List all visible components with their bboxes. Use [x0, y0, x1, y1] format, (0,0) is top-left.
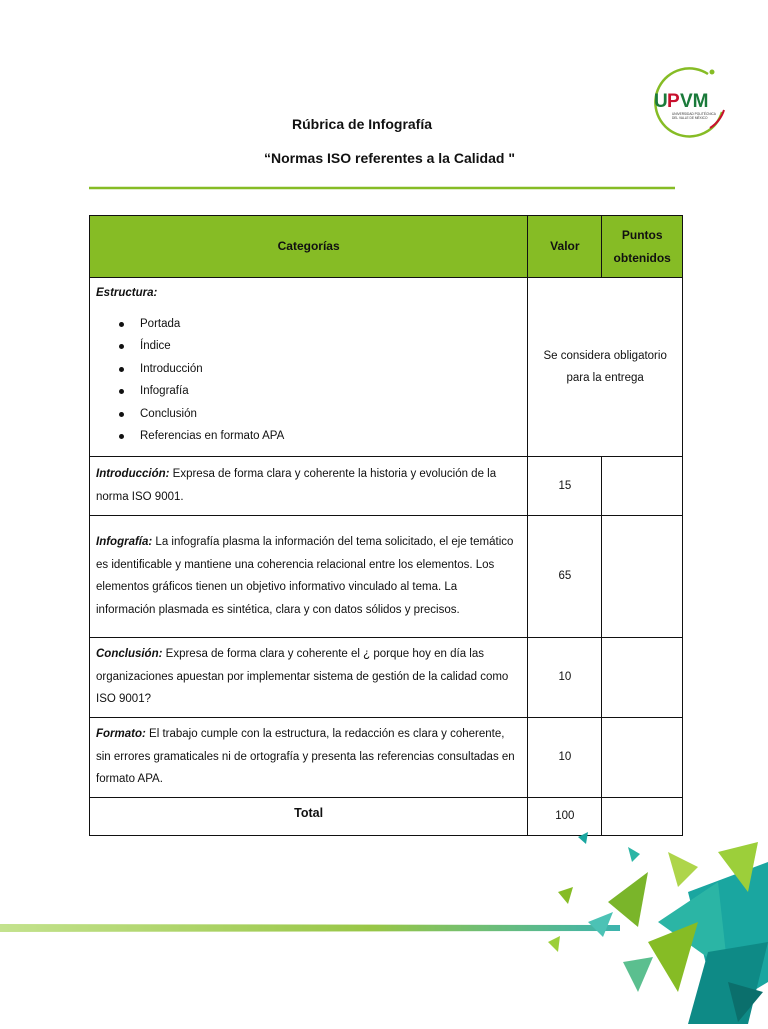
table-row [90, 637, 683, 717]
header-categories: Categorías [90, 216, 528, 278]
list-item: Índice [140, 335, 519, 358]
category-cell [90, 515, 528, 637]
row-text: Expresa de forma clara y coherente la historia y evolución de la norma ISO 9001. [96, 468, 497, 503]
header-points: Puntos obtenidos [602, 216, 683, 278]
svg-text:DEL VALLE DE MÉXICO: DEL VALLE DE MÉXICO [672, 116, 708, 120]
points-cell [602, 717, 683, 797]
category-cell [90, 717, 528, 797]
row-text: Expresa de forma clara y coherente el ¿ porque hoy en día las organizaciones apuestan por implementar sistema de gestión de la calidad como ISO 9001? [96, 648, 509, 706]
value-cell: Se considera obligatorio para la entrega [528, 278, 683, 457]
upvm-logo-graphic [648, 66, 732, 140]
green-divider [89, 186, 675, 190]
rubric-table [89, 215, 683, 836]
points-cell [602, 515, 683, 637]
structure-list [96, 313, 519, 448]
total-label: Total [90, 797, 528, 835]
list-item: Introducción [140, 358, 519, 381]
category-cell [90, 637, 528, 717]
total-value: 100 [528, 797, 602, 835]
value-cell: 10 [528, 637, 602, 717]
table-row [90, 515, 683, 637]
upvm-logo [648, 66, 732, 140]
table-row [90, 717, 683, 797]
document-subtitle: “Normas ISO referentes a la Calidad " [264, 150, 515, 166]
total-points-cell [602, 797, 683, 835]
total-row [90, 797, 683, 835]
row-label: Estructura: [96, 287, 158, 299]
list-item: Conclusión [140, 403, 519, 426]
category-cell [90, 456, 528, 515]
svg-text:P: P [667, 91, 680, 112]
list-item: Referencias en formato APA [140, 425, 519, 448]
document-title: Rúbrica de Infografía [292, 116, 433, 132]
svg-text:U: U [654, 91, 668, 112]
table-row [90, 456, 683, 515]
svg-text:VM: VM [680, 91, 709, 112]
row-label: Introducción: [96, 468, 170, 480]
header-value: Valor [528, 216, 602, 278]
svg-text:UNIVERSIDAD POLITÉCNICA: UNIVERSIDAD POLITÉCNICA [672, 112, 716, 116]
row-text: El trabajo cumple con la estructura, la redacción es clara y coherente, sin errores gramaticales ni de ortografía y presenta las referencias consultadas en formato APA. [96, 728, 515, 786]
list-item: Infografía [140, 380, 519, 403]
list-item: Portada [140, 313, 519, 336]
value-cell: 65 [528, 515, 602, 637]
row-label: Infografía: [96, 536, 153, 548]
row-text: La infografía plasma la información del tema solicitado, el eje temático es identificable y mantiene una coherencia relacional entre los elementos. Los elementos gráficos tienen un objetivo informativo vinculado al tema. La información plasmada es sintética, clara y con datos sólidos y precisos. [96, 536, 514, 616]
table-header-row [90, 216, 683, 278]
category-cell [90, 278, 528, 457]
value-cell: 15 [528, 456, 602, 515]
points-cell [602, 637, 683, 717]
row-label: Conclusión: [96, 648, 163, 661]
row-label: Formato: [96, 728, 146, 741]
points-cell [602, 456, 683, 515]
table-row [90, 278, 683, 457]
value-cell: 10 [528, 717, 602, 797]
decorative-shards [528, 832, 768, 1024]
